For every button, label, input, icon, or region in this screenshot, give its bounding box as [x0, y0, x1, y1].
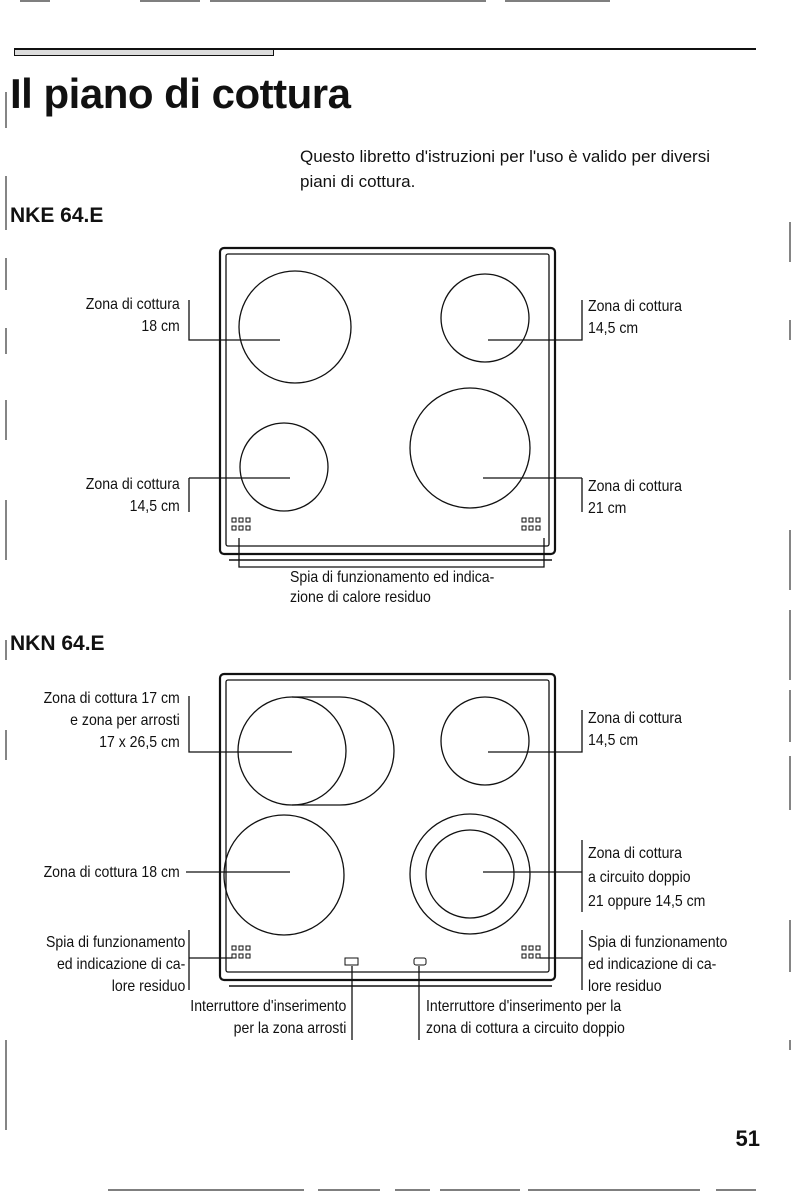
zone-nkn-top-right — [441, 697, 529, 785]
model-heading-nkn: NKN 64.E — [10, 632, 105, 655]
zone-nke-bottom-left — [240, 423, 328, 511]
model-heading-nke: NKE 64.E — [10, 204, 104, 227]
zone-nke-top-right — [441, 274, 529, 362]
label-nkn-switch-dual: Interruttore d'inserimento per la zona di cottura a circuito doppio — [426, 998, 625, 1037]
label-nkn-top-left: Zona di cottura 17 cm e zona per arrosti 17 x 26,5 cm — [43, 690, 180, 751]
zone-nkn-middle-left — [224, 815, 344, 935]
label-nke-top-left: Zona di cottura 18 cm — [86, 296, 180, 335]
label-nkn-switch-roast: Interruttore d'inserimento per la zona arrosti — [189, 998, 346, 1037]
label-nke-bottom-right: Zona di cottura 21 cm — [588, 478, 682, 517]
indicator-nkn-left — [232, 946, 250, 958]
label-nkn-top-right: Zona di cottura 14,5 cm — [588, 710, 682, 749]
indicator-nke-left — [232, 518, 250, 530]
label-nkn-middle-right: Zona di cottura a circuito doppio 21 oppure 14,5 cm — [588, 845, 706, 910]
indicator-nkn-right — [522, 946, 540, 958]
label-nke-indicator: Spia di funzionamento ed indica- zione di calore residuo — [290, 569, 495, 606]
cooktop-nkn-panel — [220, 674, 555, 986]
zone-nkn-top-left — [238, 697, 346, 805]
intro-text: Questo libretto d'istruzioni per l'uso è valido per diversi piani di cottura. — [300, 147, 710, 191]
label-nkn-middle-left: Zona di cottura 18 cm — [43, 864, 180, 881]
label-nke-top-right: Zona di cottura 14,5 cm — [588, 298, 682, 337]
page-title: Il piano di cottura — [10, 70, 351, 117]
label-nke-bottom-left: Zona di cottura 14,5 cm — [86, 476, 180, 515]
indicator-nke-right — [522, 518, 540, 530]
cooktop-nke-panel — [220, 248, 555, 560]
label-nkn-indicator-right: Spia di funzionamento ed indicazione di ca- lore residuo — [588, 934, 728, 995]
zone-nkn-dual-inner — [426, 830, 514, 918]
label-nkn-indicator-left: Spia di funzionamento ed indicazione di ca- lore residuo — [45, 934, 185, 995]
zone-nke-bottom-right — [410, 388, 530, 508]
zone-nkn-roasting — [292, 697, 394, 805]
zone-nkn-dual-outer — [410, 814, 530, 934]
zone-nke-top-left — [239, 271, 351, 383]
page-number: 51 — [735, 1126, 760, 1151]
switch-roast-icon — [345, 958, 358, 965]
switch-dual-icon — [414, 958, 426, 965]
